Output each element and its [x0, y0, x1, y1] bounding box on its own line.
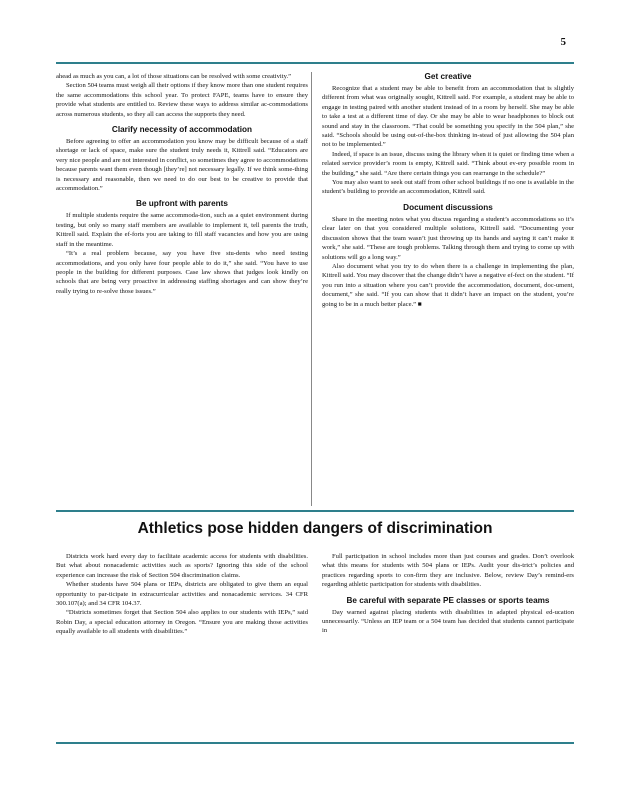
page-number: 5 — [560, 36, 566, 48]
paragraph-text: Also document what you try to do when there is a challenge in implementing the plan, Kittrell said. You may discover that the change didn’t have a negative ef-fect on the student. “If you run into a situation where you can’t provide the accommodation, document, doc-ument, document,” she said. “If you can show that it didn’t have an impact on the student, you’re going to be in a much better place.” — [322, 262, 574, 308]
section-rule — [56, 510, 574, 512]
paragraph: ahead as much as you can, a lot of those situations can be resolved with some creativity.” — [56, 73, 292, 80]
subheading-be-upfront: Be upfront with parents — [136, 199, 228, 209]
paragraph: Recognize that a student may be able to benefit from an accommodation that is slightly different from what was originally sought, Kittrell said. For example, a student may be able to engage in testing paired with another student instead of in a room by herself. She may be able to take a test at a different time of day. Or she may be able to wear headphones to block out sound and stay in the classroom. “That could be something you specify in the 504 plan,” she said. “Schools should be using out-of-the-box thinking in-stead of just allowing the 504 plan not to be implemented.” — [322, 85, 574, 149]
paragraph: If multiple students require the same accommoda-tion, such as a quiet environment during testing, but only so many staff members are available to implement it, tell parents the truth, Kittrell said. Explain the ef-forts you are taking to fill staff vacancies and how you are using staff in the meantime. — [56, 212, 308, 248]
paragraph: Before agreeing to offer an accommodation you know may be difficult because of a staff shortage or lack of space, make sure the student truly needs it, Kittrell said. “Educators are very nice people and are not interested in conflict, so sometimes they agree to accommodations because parents want them even though [they’re] not necessary legally. If we think some-thing is necessary and reasonable, then we need to do our best to be creative to provide that accommodation.” — [56, 138, 308, 193]
subheading-document-discussions: Document discussions — [403, 202, 493, 212]
lower-right-column — [322, 552, 574, 636]
bottom-rule — [56, 742, 574, 744]
paragraph — [322, 262, 574, 309]
paragraph: Day warned against placing students with disabilities in adapted physical ed-ucation unnecessarily. “Unless an IEP team or a 504 team has decided that students cannot participate in — [322, 608, 574, 635]
subheading-clarify-necessity: Clarify necessity of accommodation — [111, 125, 253, 135]
column-divider — [311, 72, 312, 506]
paragraph: Districts work hard every day to facilitate academic access for students with disabilities. But what about nonacademic activities such as sports? Ignoring this side of the school experience can increase the risk of Section 504 discrimination claims. — [56, 553, 308, 579]
paragraph: Section 504 teams must weigh all their options if they know more than one student requires the same accommodations this school year. To protect FAPE, teams have to ensure they provide what students are entitled to. Review these ways to address similar ac-commodations across numerous students, so they all can access the supports they need. — [56, 82, 308, 118]
paragraph: You may also want to seek out staff from other school buildings if no one is available in the student’s building to provide an accommodation, Kittrell said. — [322, 179, 574, 196]
subheading-separate-pe: Be careful with separate PE classes or sports teams — [346, 595, 550, 605]
upper-left-column — [56, 72, 308, 296]
subheading-get-creative: Get creative — [424, 72, 472, 81]
article-headline: Athletics pose hidden dangers of discrimination — [137, 520, 493, 537]
paragraph: Share in the meeting notes what you discuss regarding a student’s accommodations so it’s clear later on that you considered multiple solutions, Kittrell said. “Documenting your discussion shows that the team wasn’t just throwing up its hands and saying it can’t make it work,” she said. “These are tough problems. Talking through them and trying to come up with solutions will go a long way.” — [322, 215, 574, 261]
top-rule — [56, 62, 574, 64]
paragraph: “It’s a real problem because, say you have five stu-dents who need testing accommodations, and you only have four people able to do it,” she said. “You have to use people in the building for different purposes. Case law shows that judges look kindly on schools that are being very proactive in addressing staffing shortages and can show they’re really trying to re-solve those issues.” — [56, 250, 308, 295]
lower-left-column — [56, 552, 308, 637]
paragraph: Indeed, if space is an issue, discuss using the library when it is quiet or finding time when a related service provider’s room is empty, Kittrell said. “Think about ev-ery possible room in the building,” she said. “Are there certain things you can rearrange in the schedule?” — [322, 150, 574, 177]
paragraph: “Districts sometimes forget that Section 504 also applies to our students with IEPs,” said Robin Day, a special education attorney in Oregon. “Ensure you are making those activities equally available to all students with disabilities.” — [56, 609, 308, 636]
paragraph: Full participation in school includes more than just courses and grades. Don’t overlook what this means for students with 504 plans or IEPs. Audit your dis-trict’s policies and practices regarding sports to con-firm they are inclusive. Below, review Day’s remind-ers regarding athletic participation for students with disabilities. — [322, 553, 574, 589]
end-of-article-mark: ■ — [417, 300, 422, 308]
paragraph: Whether students have 504 plans or IEPs, districts are obligated to give them an equal opportunity to par-ticipate in extracurricular activities and nonacademic services. 34 CFR 300.107(a); and 34 CFR 104.37. — [56, 581, 308, 608]
upper-right-column — [322, 72, 574, 309]
